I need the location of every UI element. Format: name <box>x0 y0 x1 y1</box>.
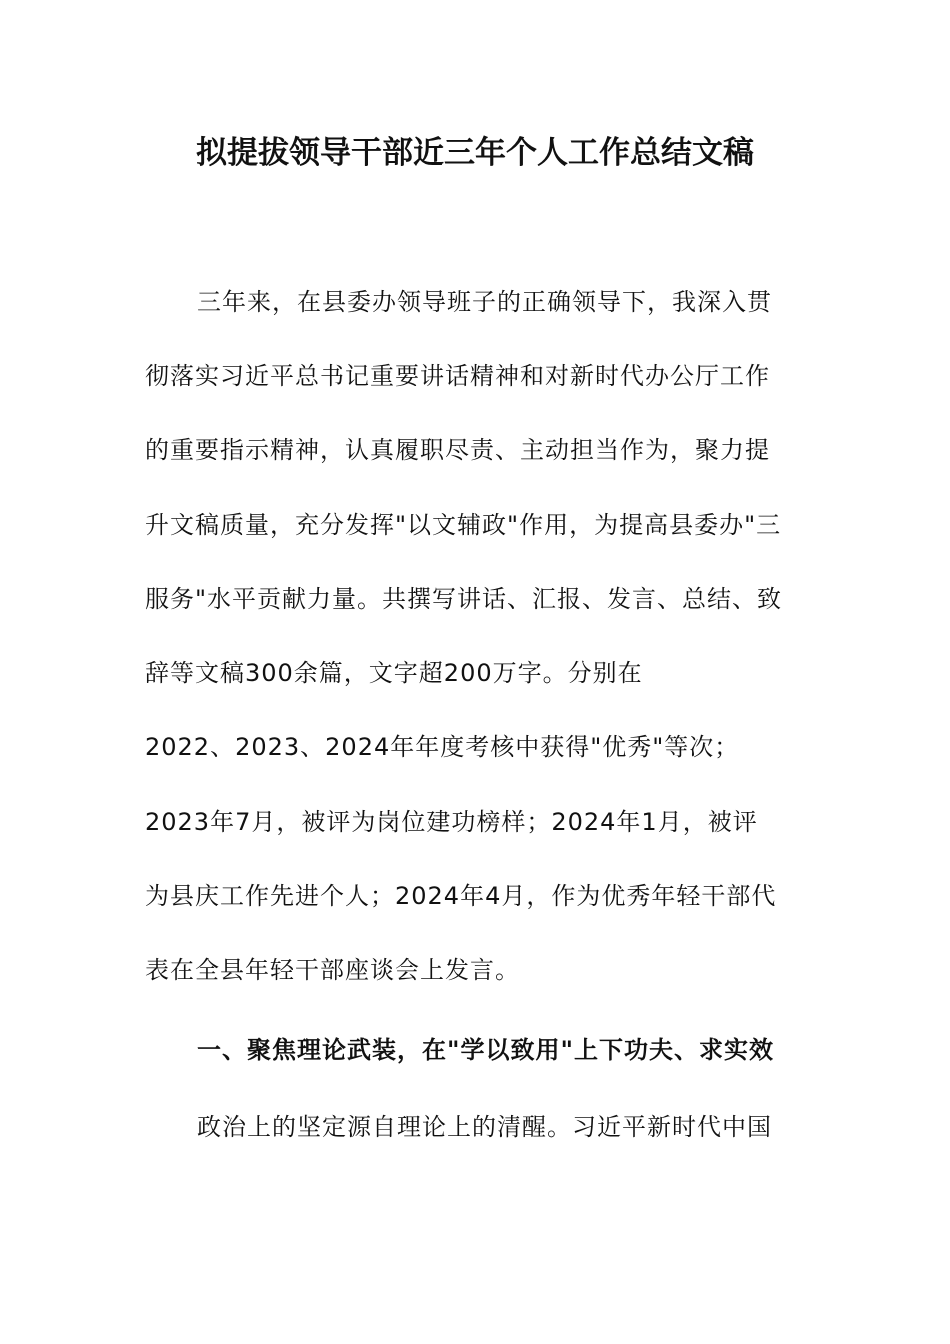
paragraph-line: 辞等文稿300余篇，文字超200万字。分别在 <box>145 659 643 687</box>
paragraph-line: 服务"水平贡献力量。共撰写讲话、汇报、发言、总结、致 <box>145 585 783 613</box>
document-title: 拟提拔领导干部近三年个人工作总结文稿 <box>196 135 754 171</box>
paragraph-line: 为县庆工作先进个人；2024年4月，作为优秀年轻干部代 <box>145 882 777 910</box>
paragraph-line: 表在全县年轻干部座谈会上发言。 <box>145 956 520 984</box>
section-text-line: 政治上的坚定源自理论上的清醒。习近平新时代中国 <box>197 1113 772 1141</box>
section-heading: 一、聚焦理论武装，在"学以致用"上下功夫、求实效 <box>197 1036 775 1064</box>
paragraph-line: 的重要指示精神，认真履职尽责、主动担当作为，聚力提 <box>145 436 770 464</box>
paragraph-line: 彻落实习近平总书记重要讲话精神和对新时代办公厅工作 <box>145 362 770 390</box>
paragraph-line: 升文稿质量，充分发挥"以文辅政"作用，为提高县委办"三 <box>145 511 782 539</box>
paragraph-line: 三年来，在县委办领导班子的正确领导下，我深入贯 <box>197 288 772 316</box>
paragraph-line: 2022、2023、2024年年度考核中获得"优秀"等次； <box>145 733 740 761</box>
paragraph-line: 2023年7月，被评为岗位建功榜样；2024年1月，被评 <box>145 808 758 836</box>
